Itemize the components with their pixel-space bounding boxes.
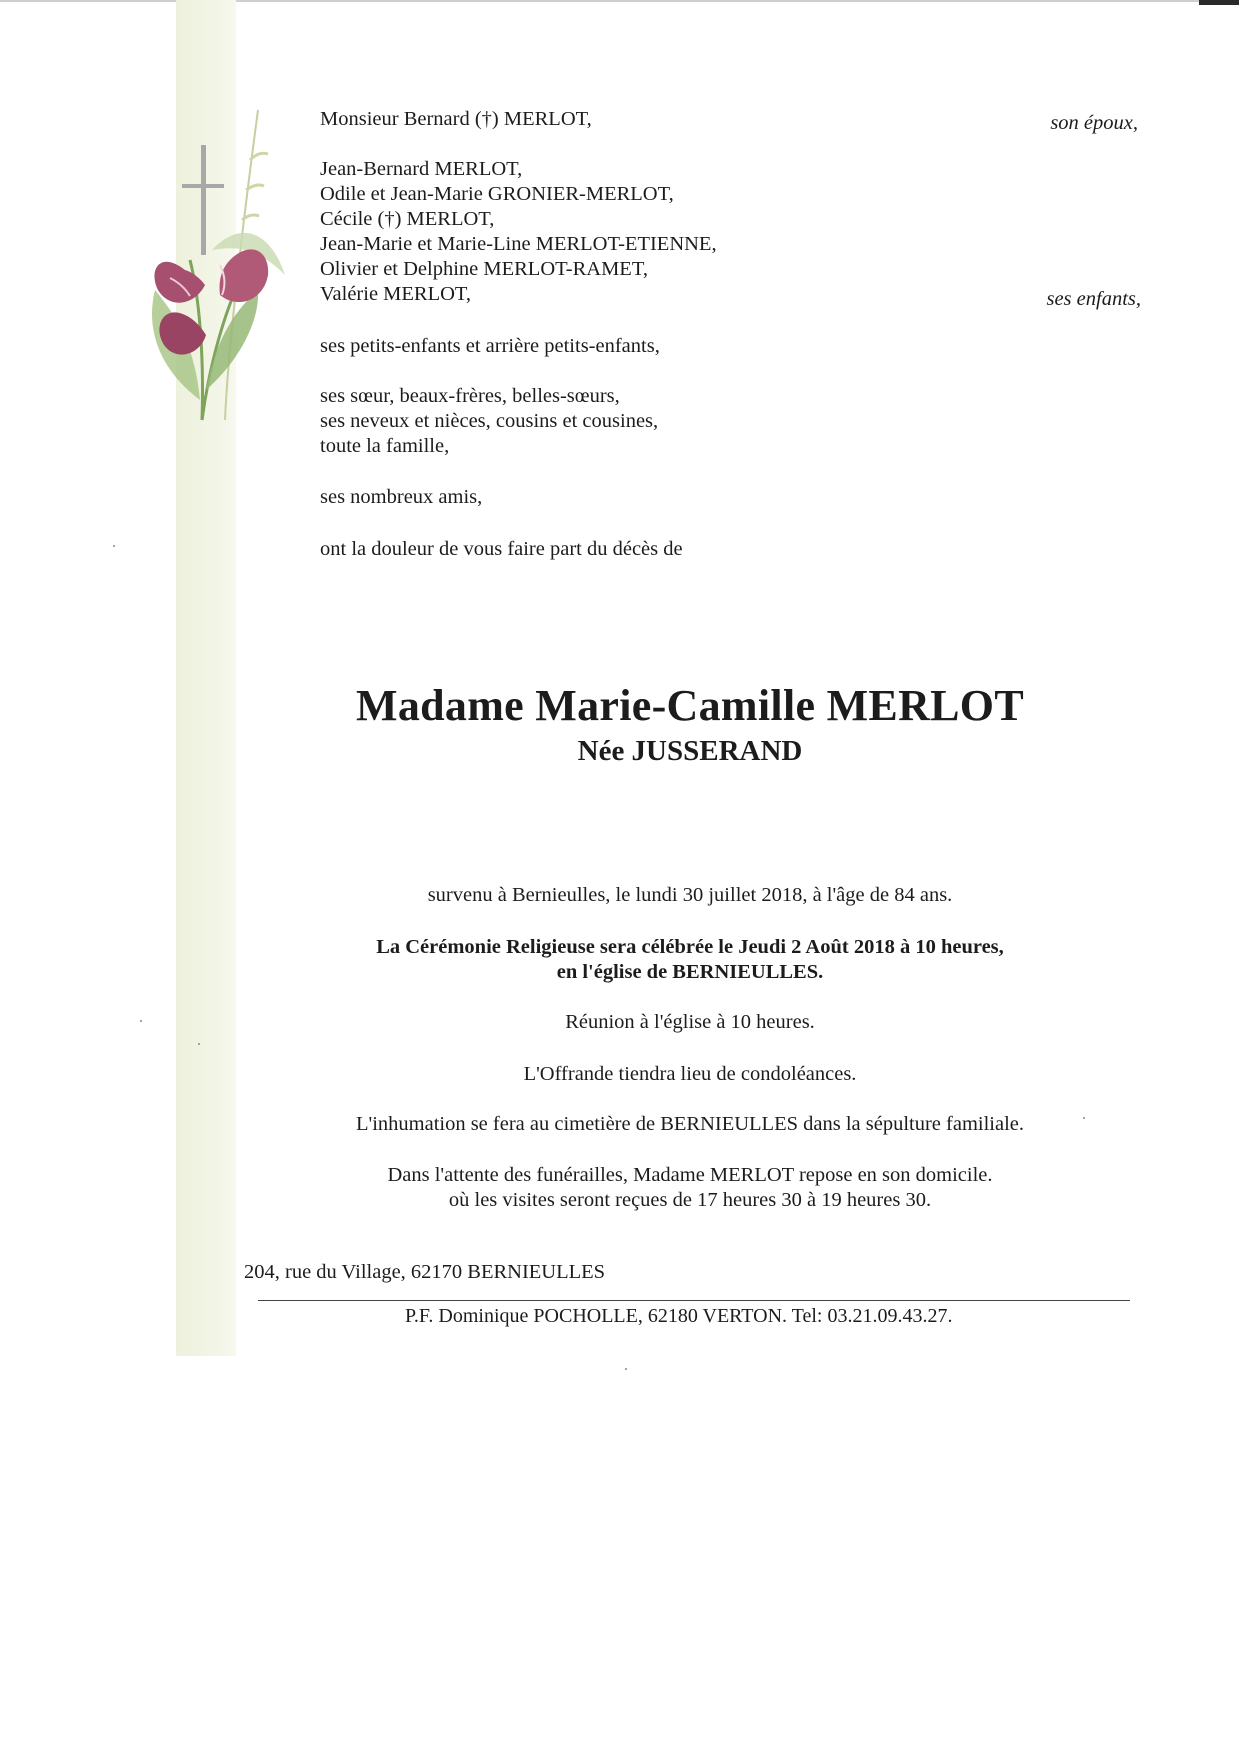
offering-line: L'Offrande tiendra lieu de condoléances. [523, 1063, 857, 1085]
wake-line: Dans l'attente des funérailles, Madame MERLOT repose en son domicile. [387, 1164, 993, 1186]
burial-line: L'inhumation se fera au cimetière de BERNIEULLES dans la sépulture familiale. [355, 1113, 1024, 1135]
funeral-home-info: P.F. Dominique POCHOLLE, 62180 VERTON. Tel: 03.21.09.43.27. [405, 1305, 953, 1327]
top-right-corner-mark [1199, 0, 1239, 5]
child-line: Valérie MERLOT, [320, 283, 472, 305]
child-line: Cécile (†) MERLOT, [320, 208, 495, 230]
child-line: Olivier et Delphine MERLOT-RAMET, [320, 258, 648, 280]
deceased-maiden-name: Née JUSSERAND [577, 735, 803, 767]
grandchildren-line: ses petits-enfants et arrière petits-enfants, [320, 335, 660, 357]
visits-line: où les visites seront reçues de 17 heures 30 à 19 heures 30. [448, 1189, 932, 1211]
footer-divider [258, 1300, 1130, 1301]
children-role: ses enfants, [1046, 288, 1141, 310]
scan-speck [198, 1043, 200, 1045]
child-line: Jean-Bernard MERLOT, [320, 158, 523, 180]
spouse-line: Monsieur Bernard (†) MERLOT, [320, 108, 592, 130]
meeting-line: Réunion à l'église à 10 heures. [565, 1011, 815, 1033]
spouse-role: son époux, [1050, 112, 1138, 134]
ceremony-line: La Cérémonie Religieuse sera célébrée le Jeudi 2 Août 2018 à 10 heures, [376, 936, 1004, 958]
lily-cross-illustration [130, 100, 310, 480]
death-details: survenu à Bernieulles, le lundi 30 juillet 2018, à l'âge de 84 ans. [427, 884, 953, 906]
relatives-line: ses sœur, beaux-frères, belles-sœurs, [320, 385, 620, 407]
announcement-line: ont la douleur de vous faire part du décès de [320, 538, 683, 560]
scan-speck [625, 1368, 627, 1370]
child-line: Odile et Jean-Marie GRONIER-MERLOT, [320, 183, 674, 205]
scan-speck [140, 1020, 142, 1022]
ceremony-place: en l'église de BERNIEULLES. [556, 961, 824, 983]
friends-line: ses nombreux amis, [320, 486, 483, 508]
child-line: Jean-Marie et Marie-Line MERLOT-ETIENNE, [320, 233, 717, 255]
scan-speck [113, 545, 115, 547]
deceased-name: Madame Marie-Camille MERLOT [356, 681, 1024, 730]
family-address: 204, rue du Village, 62170 BERNIEULLES [244, 1261, 606, 1283]
relatives-line: ses neveux et nièces, cousins et cousines, [320, 410, 659, 432]
scan-speck [1083, 1117, 1085, 1119]
relatives-line: toute la famille, [320, 435, 450, 457]
